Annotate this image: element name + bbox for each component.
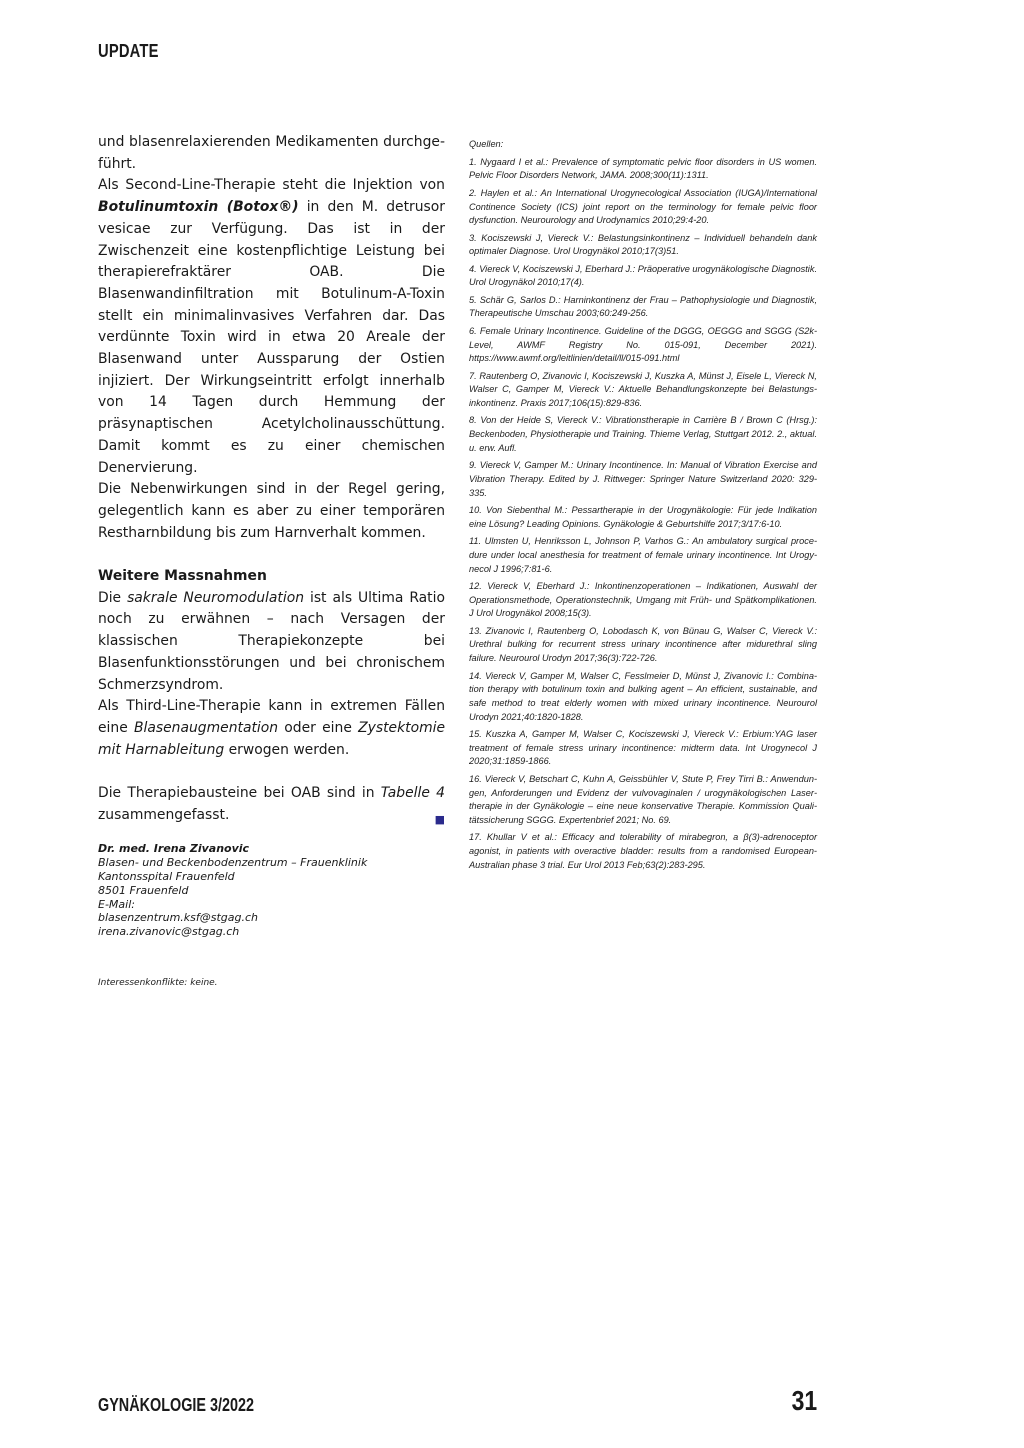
paragraph: Als Second-Line-Therapie steht die Injektion von Botulinumtoxin (Botox®) in den M. detrusor vesicae zur Verfügung. Das ist in der Zwischenzeit eine kostenpflichtige Leistung bei therapierefraktärer OAB. Die Blasenwandinfiltration mit Botulinum-A-Toxin stellt ein minimalinvasives Verfahren dar. Das verdünnte Toxin wird in etwa 20 Areale der Blasenwand unter Aussparung der Ostien injiziert. Der Wirkungseintritt erfolgt innerhalb von 14 Tagen durch Hemmung der präsynaptischen Acetylcholinausschüttung. Damit kommt es zu einer chemischen Denervierung. <box>98 177 445 476</box>
reference-item: 8. Von der Heide S, Viereck V.: Vibrationstherapie in Carrière B / Brown C (Hrsg.): Beckenboden, Physiotherapie und Training. Thieme Verlag, Stuttgart 2012. 2., aktual. u. erw. Aufl. <box>469 415 817 453</box>
reference-item: 9. Viereck V, Gamper M.: Urinary Incontinence. In: Manual of Vibration Exercise and Vibration Therapy. Edited by J. Rittweger: Springer Nature Switzerland 2020: 329-335. <box>469 460 817 498</box>
spacer <box>98 761 445 783</box>
table-reference: Tabelle 4 <box>380 785 445 802</box>
email-label: E-Mail: <box>98 897 135 911</box>
section-label: UPDATE <box>98 41 159 61</box>
section-heading: Weitere Massnahmen <box>98 568 267 585</box>
reference-item: 13. Zivanovic I, Rautenberg O, Lobodasch K, von Bünau G, Walser C, Viereck V.: Urethral bulking for recurrent stress urinary incontinence after midurethral sling failure. Neurourol Urodyn 2017;36(3):722-726. <box>469 625 817 664</box>
reference-item: 7. Rautenberg O, Zivanovic I, Kociszewski J, Kuszka A, Münst J, Eisele L, Viereck N, Walser C, Gamper M, Viereck V.: Aktuelle Behandlungskonzepte bei Belastungsinkontinenz. Praxis 2017;106(15):829-836. <box>469 370 817 409</box>
emphasis-term: Zystektomie mit Harnableitung <box>98 719 446 758</box>
reference-item: 15. Kuszka A, Gamper M, Walser C, Kociszewski J, Viereck V.: Erbium:YAG laser treatment of female stress urinary incontinence: midterm data. Int Urogynecol J 2020;31:1859-1866. <box>469 729 817 767</box>
author-department: Blasen- und Beckenbodenzentrum – Frauenklinik <box>98 856 368 870</box>
spacer <box>98 544 445 566</box>
reference-item: 16. Viereck V, Betschart C, Kuhn A, Geissbühler V, Stute P, Frey Tirri B.: Anwendungen, Anforderungen und Evidenz der vulvovaginalen / urogynäkologischen Lasertherapie in der Gynäkologie – eine neue konservative Therapie. Kommission Qualitätssicherung SGGG. Expertenbrief 2021; No. 69. <box>469 773 817 825</box>
paragraph: Als Third-Line-Therapie kann in extremen Fällen eine Blasenaugmentation oder eine Zystektomie mit Harnableitung erwogen werden. <box>98 698 446 758</box>
references-heading: Quellen: <box>469 139 504 149</box>
reference-item: 1. Nygaard I et al.: Prevalence of symptomatic pelvic floor disorders in US women. Pelvic Floor Disorders Network, JAMA. 2008;300(11):1311. <box>469 156 817 181</box>
paragraph: Die sakrale Neuromodulation ist als Ultima Ratio noch zu erwähnen – nach Versagen der klassischen Therapiekonzepte bei Blasenfunktionsstörungen und bei chronischem Schmerzsyndrom. <box>98 589 445 693</box>
author-block <box>98 842 445 939</box>
main-text-column <box>98 132 445 995</box>
author-city: 8501 Frauenfeld <box>98 883 189 897</box>
reference-item: 10. Von Siebenthal M.: Pessartherapie in der Urogynäkologie: Für jede Indikation eine Lösung? Leading Opinions. Gynäkologie & Geburtshilfe 2017;3/17:6-10. <box>469 505 817 529</box>
author-hospital: Kantonsspital Frauenfeld <box>98 870 235 884</box>
reference-item: 3. Kociszewski J, Viereck V.: Belastungsinkontinenz – Individuell behandeln dank optimaler Diagnose. Urol Urogynäkol 2010;17(3)51. <box>469 232 817 257</box>
emphasis-term: Botulinumtoxin (Botox®) <box>98 199 299 216</box>
author-name: Dr. med. Irena Zivanovic <box>98 842 250 856</box>
journal-issue: GYNÄKOLOGIE 3/2022 <box>98 1395 255 1415</box>
paragraph: Die Therapiebausteine bei OAB sind in Tabelle 4 zusammengefasst. ■ <box>98 783 445 826</box>
reference-item: 12. Viereck V, Eberhard J.: Inkontinenzoperationen – Indikationen, Auswahl der Operationsmethode, Operationstechnik, Umgang mit Früh- und Spätkomplikationen. J Urol Urogynäkol 2008;15(3). <box>469 580 817 619</box>
emphasis-term: Blasenaugmentation <box>134 719 279 736</box>
reference-item: 6. Female Urinary Incontinence. Guideline of the DGGG, OEGGG and SGGG (S2k-Level, AWMF Registry No. 015-091, December 2021). https://www.awmf.org/leitlinien/detail/ll/015-091.html <box>469 325 817 364</box>
emphasis-term: sakrale Neuromodulation <box>127 589 305 606</box>
paragraph: und blasenrelaxierenden Medikamenten durchgeführt. <box>98 134 445 172</box>
page-number: 31 <box>791 1385 817 1416</box>
end-of-article-mark: ■ <box>434 812 445 826</box>
reference-item: 14. Viereck V, Gamper M, Walser C, Fesslmeier D, Münst J, Zivanovic I.: Combination therapy with botulinum toxin and bulking agent – An efficient, sustainable, and safe method to treat elderly women with mixed urinary incontinence. Neurourol Urodyn 2021;40:1820-1828. <box>469 670 817 722</box>
references-list <box>469 156 817 873</box>
reference-item: 4. Viereck V, Kociszewski J, Eberhard J.: Präoperative urogynäkologische Diagnostik. Urol Urogynäkol 2010;17(4). <box>469 263 817 288</box>
paragraph: Die Nebenwirkungen sind in der Regel gering, gelegentlich kann es aber zu einer temporären Restharnbildung bis zum Harnverhalt kommen. <box>98 481 445 541</box>
reference-item: 2. Haylen et al.: An International Urogynecological Association (IUGA)/International Continence Society (ICS) joint report on the terminology for female pelvic floor dysfunction. Neurourology and Urodynamics 2010;29:4-20. <box>469 187 817 226</box>
reference-item: 5. Schär G, Sarlos D.: Harninkontinenz der Frau – Pathophysiologie und Diagnostik, Therapeutische Umschau 2003;60:249-256. <box>469 294 817 319</box>
reference-item: 11. Ulmsten U, Henriksson L, Johnson P, Varhos G.: An ambulatory surgical procedure under local anesthesia for treatment of female urinary incontinence. Int Urogynecol J 1996;7:81-6. <box>469 536 817 574</box>
email-link[interactable]: blasenzentrum.ksf@stgag.ch <box>98 911 259 925</box>
email-link[interactable]: irena.zivanovic@stgag.ch <box>98 925 240 939</box>
conflict-of-interest-note: Interessenkonflikte: keine. <box>98 978 218 989</box>
references-column <box>469 138 817 876</box>
reference-item: 17. Khullar V et al.: Efficacy and tolerability of mirabegron, a β(3)-adrenoceptor agonist, in patients with overactive bladder: results from a randomised European-Australian phase 3 trial. Eur Urol 2013 Feb;63(2):283-295. <box>469 832 817 870</box>
